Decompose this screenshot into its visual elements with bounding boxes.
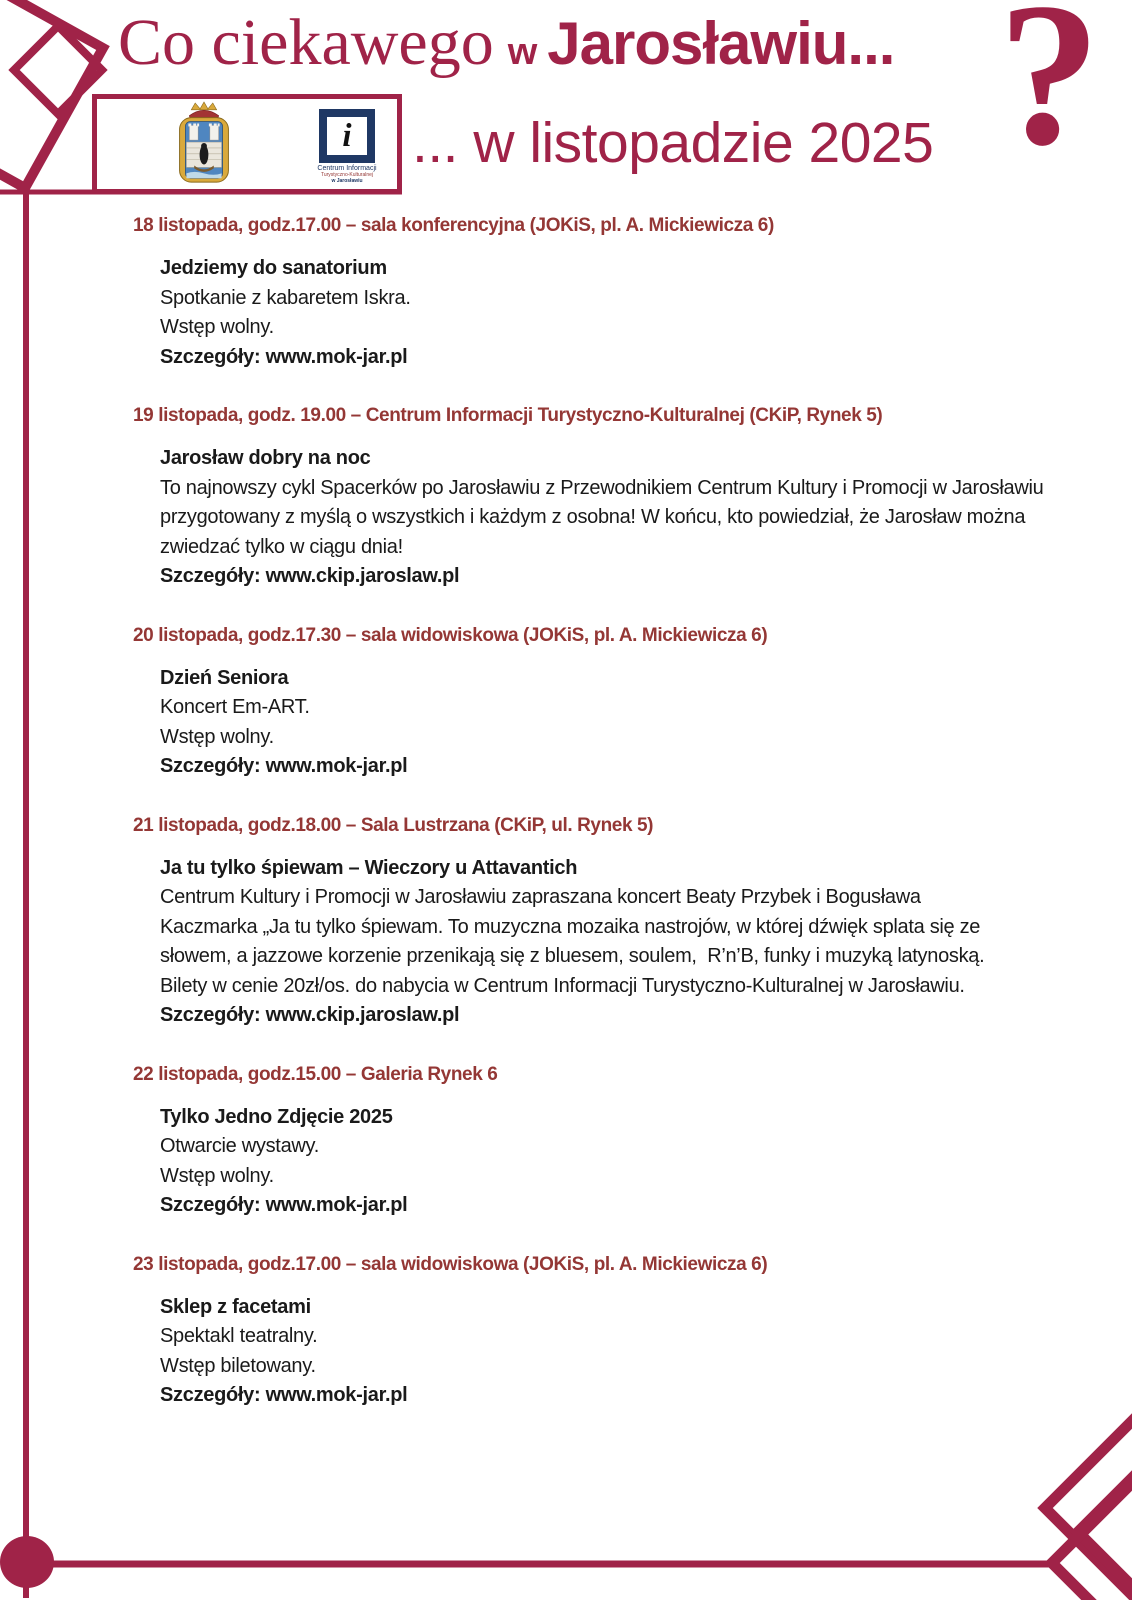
event-date-heading: 22 listopada, godz.15.00 – Galeria Rynek 6 [133, 1063, 498, 1085]
event-entry [133, 404, 1093, 592]
info-logo-caption-1: Centrum Informacji [317, 165, 377, 172]
page-title [118, 6, 895, 79]
event-description-line: Kaczmarka „Ja tu tylko śpiewam. To muzyczna mozaika nastrojów, w której dźwięk splata się ze [160, 915, 981, 938]
event-details-url: Szczegóły: www.mok-jar.pl [160, 1384, 408, 1406]
jaroslaw-coat-of-arms [173, 101, 235, 187]
event-description [160, 883, 1093, 1001]
event-description-line: Wstęp wolny. [160, 316, 274, 338]
event-body [160, 444, 1093, 592]
event-description-line: Koncert Em-ART. [160, 696, 310, 718]
question-mark-graphic: ? [998, 0, 1101, 188]
tourist-info-logo [305, 109, 389, 184]
event-description-line: Spotkanie z kabaretem Iskra. [160, 286, 411, 309]
event-date-heading: 19 listopada, godz. 19.00 – Centrum Informacji Turystyczno-Kulturalnej (CKiP, Rynek 5) [133, 405, 883, 426]
event-details-url: Szczegóły: www.ckip.jaroslaw.pl [160, 565, 460, 587]
event-description-line: Wstęp wolny. [160, 725, 274, 748]
event-details-url: Szczegóły: www.mok-jar.pl [160, 345, 408, 368]
event-date-heading: 23 listopada, godz.17.00 – sala widowiskowa (JOKiS, pl. A. Mickiewicza 6) [133, 1253, 768, 1275]
event-description [160, 1322, 1093, 1381]
event-description-line: przygotowany z myślą o wszystkich i każdym z osobna! W końcu, kto powiedział, że Jarosław można [160, 506, 1026, 528]
event-title: Ja tu tylko śpiewam – Wieczory u Attavantich [160, 856, 578, 879]
event-description [160, 1132, 1093, 1191]
event-title: Jarosław dobry na noc [160, 447, 371, 469]
events-list [133, 214, 1093, 1443]
event-details-url: Szczegóły: www.mok-jar.pl [160, 1194, 408, 1216]
event-body [160, 664, 1093, 782]
event-body [160, 1293, 1093, 1411]
page-subtitle: ... w listopadzie 2025 [412, 111, 934, 175]
event-date-heading: 21 listopada, godz.18.00 – Sala Lustrzana (CKiP, ul. Rynek 5) [133, 814, 654, 836]
event-entry [133, 814, 1093, 1031]
event-description-line: Wstęp biletowany. [160, 1354, 316, 1377]
event-body [160, 854, 1093, 1031]
event-body [160, 254, 1093, 372]
event-description-line: zwiedzać tylko w ciągu dnia! [160, 535, 403, 558]
event-date-heading: 18 listopada, godz.17.00 – sala konferencyjna (JOKiS, pl. A. Mickiewicza 6) [133, 215, 774, 236]
event-date-heading: 20 listopada, godz.17.30 – sala widowiskowa (JOKiS, pl. A. Mickiewicza 6) [133, 624, 768, 646]
event-description [160, 284, 1093, 343]
event-details-url: Szczegóły: www.mok-jar.pl [160, 755, 408, 777]
event-description-line: Centrum Kultury i Promocji w Jarosławiu zapraszana koncert Beaty Przybek i Bogusława [160, 886, 921, 908]
event-entry [133, 1253, 1093, 1411]
event-title: Jedziemy do sanatorium [160, 257, 387, 279]
event-details-url: Szczegóły: www.ckip.jaroslaw.pl [160, 1004, 460, 1026]
event-description-line: Otwarcie wystawy. [160, 1135, 320, 1157]
event-description-line: To najnowszy cykl Spacerków po Jarosławiu z Przewodnikiem Centrum Kultury i Promocji w Jarosławiu [160, 476, 1044, 499]
bottom-left-circle [0, 1536, 54, 1588]
event-entry [133, 214, 1093, 372]
title-serif-part: Co ciekawego [118, 6, 494, 79]
info-logo-caption-2: Turystyczno-Kulturalnej [320, 172, 374, 178]
title-bold-part: Jarosławiu... [547, 10, 895, 77]
event-title: Sklep z facetami [160, 1295, 311, 1318]
event-title: Dzień Seniora [160, 666, 289, 689]
event-description [160, 474, 1093, 563]
event-description-line: Wstęp wolny. [160, 1164, 274, 1187]
info-icon [319, 109, 375, 163]
title-connector: w [507, 31, 538, 73]
event-description [160, 693, 1093, 752]
event-description-line: Bilety w cenie 20zł/os. do nabycia w Centrum Informacji Turystyczno-Kulturalnej w Jarosławiu. [160, 974, 965, 997]
event-title: Tylko Jedno Zdjęcie 2025 [160, 1105, 393, 1128]
info-logo-caption-3: w Jarosławiu [331, 178, 363, 184]
event-description-line: Spektakl teatralny. [160, 1325, 318, 1347]
event-description-line: słowem, a jazzowe korzenie przenikają się z bluesem, soulem, R’n’B, funky i muzyką latynoską. [160, 945, 985, 967]
event-entry [133, 624, 1093, 782]
event-body [160, 1103, 1093, 1221]
event-entry [133, 1063, 1093, 1221]
info-letter: i [327, 117, 367, 155]
header-logo-box [92, 94, 402, 194]
